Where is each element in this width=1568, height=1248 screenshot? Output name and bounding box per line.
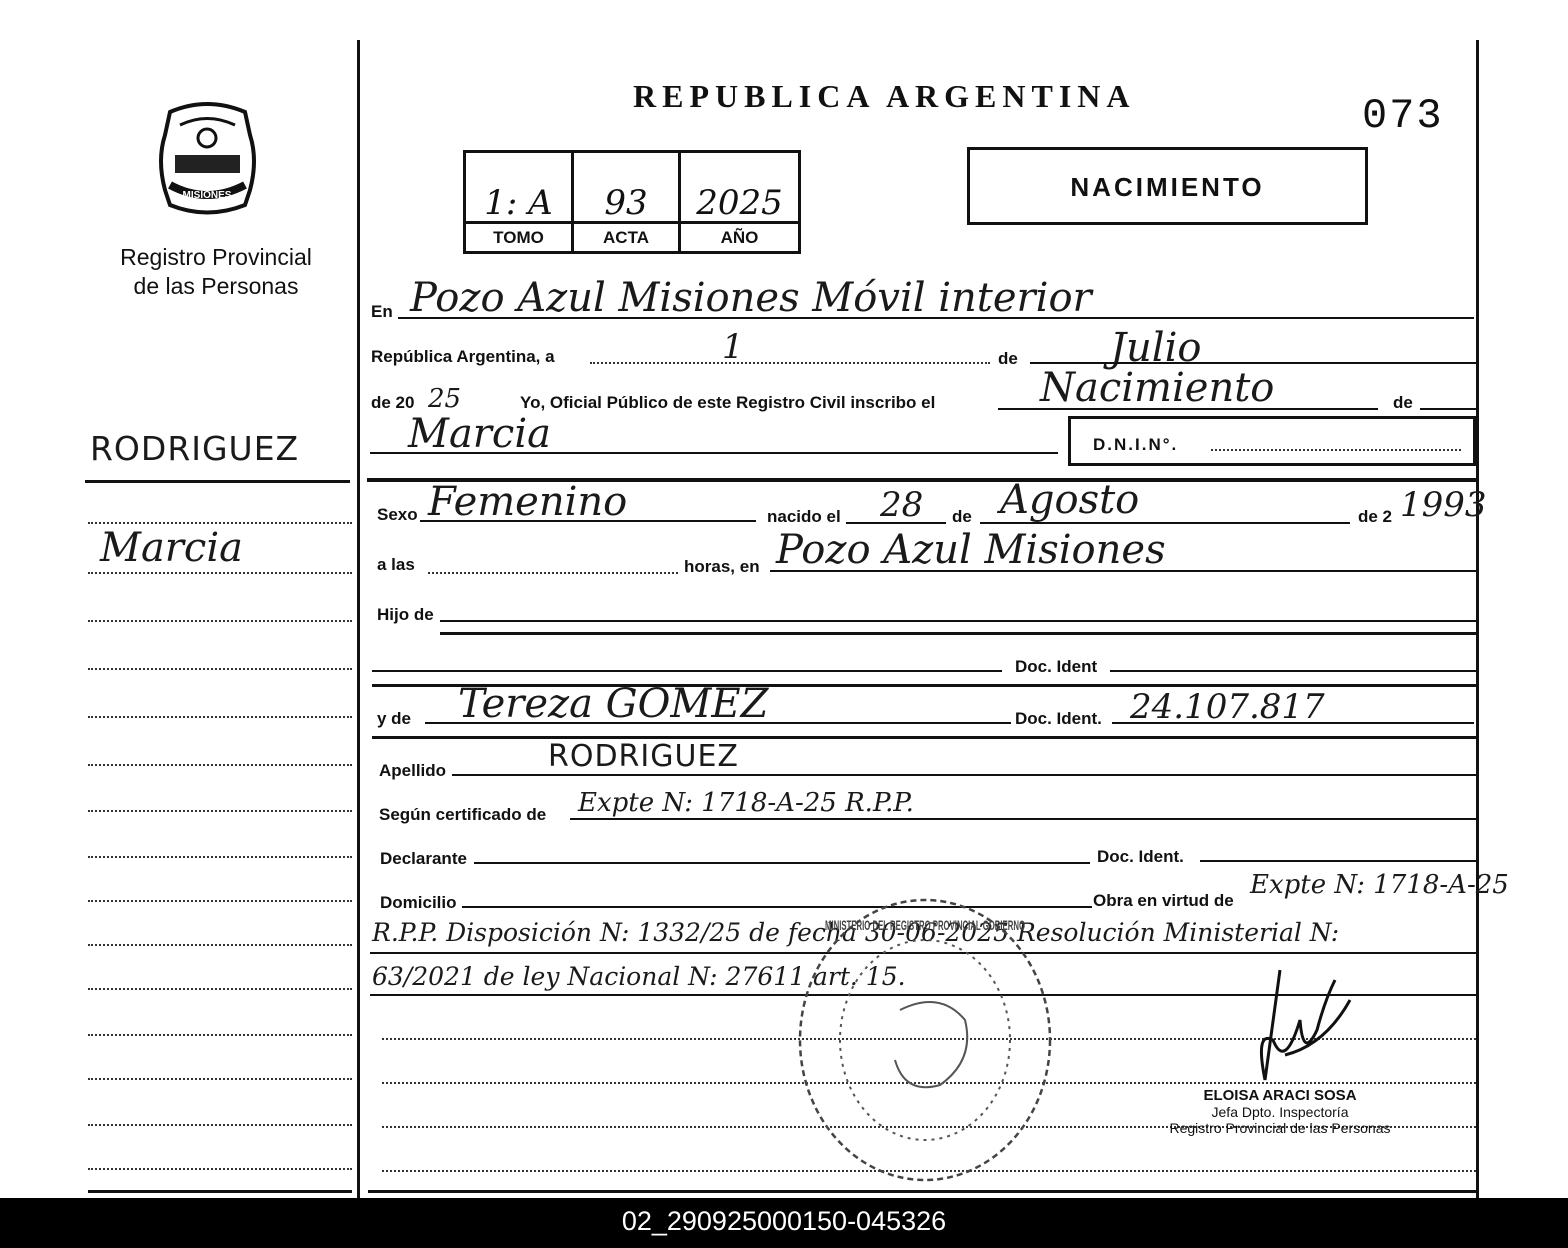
doc1-rule	[372, 670, 1002, 672]
inscribo-rule	[998, 408, 1378, 410]
province-seal-icon	[150, 100, 265, 220]
sidebar-dotted-line	[88, 1078, 352, 1080]
birth-day: 28	[880, 485, 924, 525]
tomo-value: 1: A	[484, 183, 553, 223]
record-id-table	[463, 150, 801, 254]
declarante-rule	[474, 862, 1090, 864]
inscribo-value: Nacimiento	[1040, 365, 1275, 411]
document-id-bar	[0, 1198, 1568, 1248]
apellido-value: RODRIGUEZ	[548, 739, 739, 774]
nacido-label: nacido el	[767, 507, 841, 526]
dni-rule	[1211, 449, 1461, 451]
mother-doc-rule	[1112, 722, 1474, 724]
birth-year: 1993	[1400, 485, 1487, 525]
alas-rule	[428, 572, 678, 574]
sidebar-dotted-line	[88, 810, 352, 812]
seal-label: MISIONES	[182, 190, 232, 201]
obra-value: Expte N: 1718-A-25	[1250, 870, 1509, 900]
apellido-label: Apellido	[379, 761, 447, 780]
anio-value: 2025	[696, 183, 783, 223]
sexo-label: Sexo	[377, 505, 418, 524]
sidebar-dotted-line	[88, 522, 352, 524]
anio-label: AÑO	[681, 221, 798, 251]
tomo-label: TOMO	[466, 221, 571, 251]
segun-label: Según certificado de	[379, 805, 547, 824]
country-title: REPUBLICA ARGENTINA	[633, 78, 1136, 114]
record-type-label: NACIMIENTO	[1070, 172, 1265, 202]
segun-value: Expte N: 1718-A-25 R.P.P.	[578, 788, 914, 818]
de3-label: de	[952, 507, 972, 526]
day-value: 1	[722, 327, 744, 367]
acta-label: ACTA	[574, 221, 678, 251]
day-rule	[590, 362, 990, 364]
acta-value: 93	[604, 183, 648, 223]
de2-rule	[1420, 408, 1476, 410]
hijo-rule-2	[440, 632, 1476, 635]
de-label: de	[998, 349, 1018, 368]
form-bottom-rule	[368, 1190, 1476, 1193]
sexo-value: Femenino	[428, 479, 628, 525]
signer-name: ELOISA ARACI SOSA	[1203, 1087, 1357, 1104]
sidebar-dotted-line	[88, 1124, 352, 1126]
month-value: Julio	[1110, 325, 1202, 371]
hijo-label: Hijo de	[377, 605, 434, 624]
sidebar-dotted-line	[88, 988, 352, 990]
birth-place-rule	[770, 570, 1476, 572]
sidebar-dotted-line	[88, 716, 352, 718]
sexo-rule	[420, 520, 756, 522]
mother-rule	[425, 722, 1011, 724]
page-number: 073	[1362, 92, 1444, 140]
note-line-1: R.P.P. Disposición N: 1332/25 de fecha 30-06-2025 Resolución Ministerial N:	[372, 918, 1340, 947]
de4-label: de 2	[1358, 507, 1393, 526]
republica-label: República Argentina, a	[371, 347, 555, 366]
doc-ident-label-2: Doc. Ident.	[1015, 709, 1102, 728]
en-rule	[398, 317, 1474, 319]
alas-label: a las	[377, 555, 415, 574]
registry-line-2: de las Personas	[133, 273, 299, 299]
birth-place: Pozo Azul Misiones	[776, 527, 1166, 573]
birth-day-rule	[846, 522, 946, 524]
yde-label: y de	[377, 709, 412, 728]
domicilio-label: Domicilio	[380, 893, 457, 912]
mother-rule-bottom	[372, 736, 1476, 739]
left-frame-line	[357, 40, 360, 1200]
sidebar-surname-rule	[85, 480, 350, 483]
stamp-label: MINISTERIO DEL REGISTRO PROVINCIAL GOBIERNO	[825, 917, 1026, 933]
month-rule	[1030, 362, 1476, 364]
sidebar-dotted-line	[88, 668, 352, 670]
apellido-rule	[452, 774, 1476, 776]
sidebar-dotted-line	[88, 572, 352, 574]
sidebar-dotted-line	[88, 944, 352, 946]
sidebar-bottom-rule	[88, 1190, 352, 1193]
sidebar-surname: RODRIGUEZ	[90, 429, 300, 468]
declarante-label: Declarante	[380, 849, 467, 868]
signer-title: Jefa Dpto. Inspectoría	[1211, 1104, 1349, 1120]
signer-org: Registro Provincial de las Personas	[1169, 1120, 1391, 1136]
registry-name	[100, 243, 332, 301]
de20-label: de 20	[371, 393, 415, 412]
segun-rule	[570, 818, 1476, 820]
name-rule	[370, 452, 1058, 454]
horas-label: horas, en	[684, 557, 760, 576]
sidebar-dotted-line	[88, 1034, 352, 1036]
doc1-value-rule	[1110, 670, 1476, 672]
birth-month-rule	[980, 522, 1350, 524]
year-suffix: 25	[428, 384, 462, 414]
declarante-doc-rule	[1200, 860, 1476, 862]
sidebar-dotted-line	[88, 764, 352, 766]
sidebar-dotted-line	[88, 1168, 352, 1170]
name-value: Marcia	[408, 411, 551, 457]
de2-label: de	[1393, 393, 1413, 412]
official-stamp-icon	[790, 890, 1060, 1190]
anio-cell	[681, 153, 798, 251]
sidebar-dotted-line	[88, 620, 352, 622]
mother-doc: 24.107.817	[1130, 687, 1325, 727]
doc-ident-label-1: Doc. Ident	[1015, 657, 1098, 676]
birth-month: Agosto	[1000, 477, 1140, 523]
note-line-2: 63/2021 de ley Nacional N: 27611 art. 15.	[372, 962, 906, 991]
acta-cell	[574, 153, 681, 251]
oficial-label: Yo, Oficial Público de este Registro Civil inscribo el	[520, 393, 936, 412]
document-id: 02_290925000150-045326	[621, 1206, 947, 1236]
sidebar-dotted-line	[88, 900, 352, 902]
hijo-rule	[440, 620, 1476, 622]
sidebar-given-name: Marcia	[100, 525, 243, 571]
dni-box	[1068, 416, 1476, 466]
en-label: En	[371, 302, 393, 321]
mother-name: Tereza GOMEZ	[458, 681, 769, 727]
record-type-box	[967, 147, 1368, 225]
signature-block	[1130, 1088, 1430, 1136]
doc-ident-label-3: Doc. Ident.	[1097, 847, 1184, 866]
registry-line-1: Registro Provincial	[120, 244, 312, 270]
en-value: Pozo Azul Misiones Móvil interior	[410, 275, 1092, 321]
sidebar-dotted-line	[88, 856, 352, 858]
obra-label: Obra en virtud de	[1093, 891, 1234, 910]
signature-icon	[1225, 960, 1375, 1090]
right-frame-line	[1476, 40, 1479, 1200]
dni-label: D.N.I.N°.	[1093, 435, 1179, 454]
tomo-cell	[466, 153, 574, 251]
